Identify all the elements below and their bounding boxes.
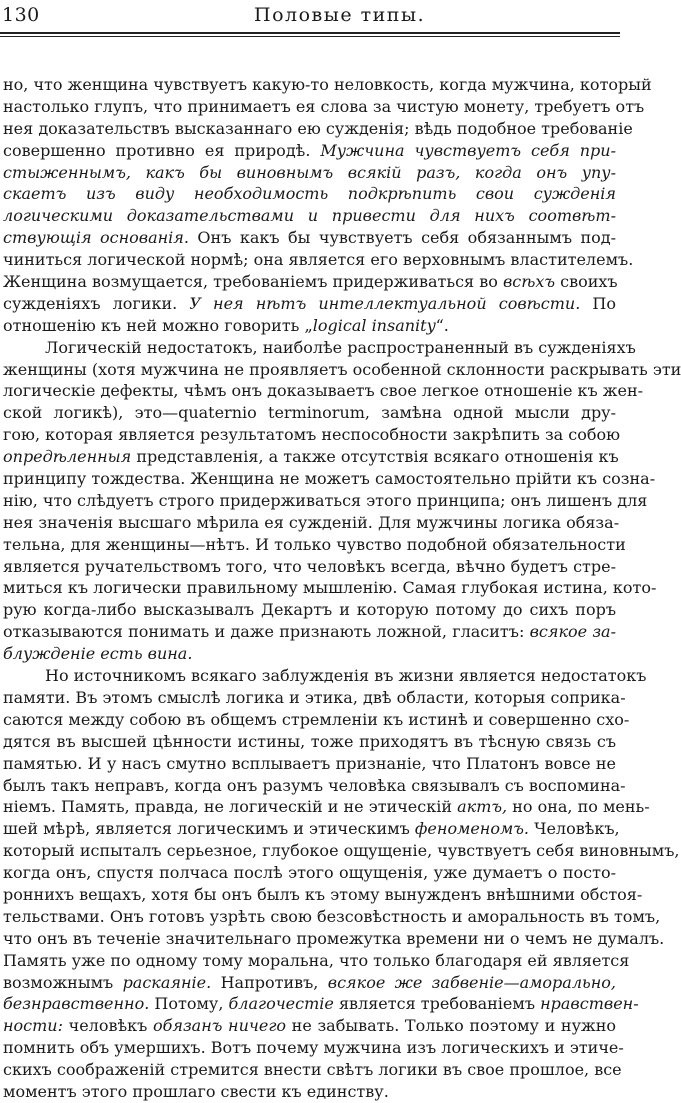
text-line (3, 862, 616, 884)
text-segment: “. (435, 315, 449, 335)
text-segment: но она, по мень- (507, 797, 650, 817)
text-line (3, 490, 648, 512)
text-segment: ской логикѣ), это—quaternio terminorum, замѣна одной мысли дру- (3, 403, 616, 423)
text-segment: является ручательствомъ того, что человѣкъ всегда, вѣчно будетъ стре- (3, 556, 616, 576)
text-segment: тельна, для женщины—нѣтъ. И только чувство подобной обязательности (3, 534, 626, 554)
text-segment: саются между собою въ общемъ стремленіи къ истинѣ и совершенно схо- (3, 709, 630, 729)
italic-text: всякое же забвеніе—аморально, (327, 972, 616, 992)
text-segment: Онъ какъ бы чувствуетъ себя обязаннымъ под- (188, 228, 617, 248)
text-segment: но, что женщина чувствуетъ какую-то неловкость, когда мужчина, который (3, 75, 652, 94)
text-segment: тельствами. Онъ готовъ узрѣть свою безсовѣстность и аморальность въ томъ, (3, 906, 661, 926)
text-line (3, 753, 616, 775)
text-segment: моментъ этого прошлаго свести къ единству. (3, 1081, 389, 1101)
text-line (3, 118, 633, 140)
italic-text: благочестіе (228, 994, 334, 1014)
italic-text: всякое за- (529, 622, 617, 642)
italic-text: скаетъ изъ виду необходимость подкрѣпить свои сужденія (3, 184, 616, 204)
text-segment: Логическій недостатокъ, наиболѣе распространенный въ сужденіяхъ (45, 337, 636, 357)
text-line (3, 556, 616, 578)
text-line (3, 840, 680, 862)
text-line (3, 140, 616, 162)
text-line (3, 928, 665, 950)
text-segment: былъ такъ неправъ, когда онъ разумъ человѣка связывалъ съ воспомина- (3, 775, 626, 795)
text-line (3, 402, 616, 424)
text-line (3, 468, 656, 490)
text-segment: который испыталъ серьезное, глубокое ощущеніе, чувствуетъ себя виновнымъ, (3, 841, 680, 861)
text-segment: отношенію къ ней можно говорить „ (3, 315, 313, 335)
italic-text: всѣхъ (502, 272, 556, 292)
text-line (3, 884, 643, 906)
text-segment: Но источникомъ всякаго заблужденія въ жизни является недостатокъ (45, 666, 647, 686)
text-line (3, 796, 650, 818)
italic-text: ности: (3, 1016, 63, 1036)
text-segment: памятью. И у насъ смутно всплываетъ признаніе, что Платонъ вовсе не (3, 753, 616, 773)
text-line (3, 74, 652, 96)
text-line (3, 972, 616, 994)
text-segment: сужденіяхъ логики. (3, 293, 190, 313)
header-rule-thick (0, 32, 620, 34)
italic-text: раскаяніе. (122, 972, 212, 992)
text-line (3, 687, 626, 709)
text-segment: совершенно противно ея природѣ. (3, 140, 321, 160)
text-segment: миться къ логически правильному мышленію. Самая глубокая истина, кото- (3, 578, 657, 598)
text-segment: своихъ (555, 272, 618, 292)
text-line (3, 293, 616, 315)
page-number: 130 (2, 4, 40, 26)
text-segment: чиниться логической нормѣ; она является его верховнымъ властителемъ. (3, 250, 634, 270)
text-segment: женщины (хотя мужчина не проявляетъ особенной склонности раскрывать эти (3, 359, 681, 379)
text-line (3, 96, 645, 118)
text-line (3, 315, 616, 337)
text-line (3, 643, 616, 665)
page-header (0, 0, 620, 40)
text-line (3, 1015, 616, 1037)
text-segment: Напротивъ, (211, 972, 328, 992)
text-line (3, 731, 616, 753)
italic-text: обязанъ ничего (152, 1016, 287, 1036)
header-rule-thin (0, 36, 620, 37)
text-segment: нію, что слѣдуетъ строго придерживаться этого принципа; онъ лишенъ для (3, 490, 648, 510)
text-line (3, 380, 644, 402)
italic-text: безнравственно. (3, 994, 150, 1014)
text-segment: возможнымъ (3, 972, 123, 992)
text-line (3, 162, 616, 184)
text-line (3, 1037, 624, 1059)
italic-text: блужденіе есть вина. (3, 644, 193, 664)
text-line (3, 709, 630, 731)
text-segment: не забывать. Только поэтому и нужно (286, 1016, 616, 1036)
text-line (3, 665, 647, 687)
text-line (3, 512, 620, 534)
text-line (3, 818, 620, 840)
text-segment: гою, которая является результатомъ неспособности закрѣпить за собою (3, 425, 621, 445)
text-segment: нея значенія высшаго мѣрила ея сужденій. Для мужчины логика обяза- (3, 512, 620, 532)
text-line (3, 446, 619, 468)
text-segment: рую когда-либо высказывалъ Декартъ и которую потому до сихъ поръ (3, 600, 616, 620)
text-segment: является требованіемъ (333, 994, 541, 1014)
italic-text: Мужчина чувствуетъ себя при- (320, 140, 616, 160)
text-line (3, 337, 636, 359)
italic-text: актъ, (457, 797, 508, 817)
text-line (3, 775, 626, 797)
text-line (3, 621, 616, 643)
text-segment: принципу тождества. Женщина не можетъ самостоятельно прійти къ созна- (3, 469, 656, 489)
text-segment: настолько глупъ, что принимаетъ ея слова за чистую монету, требуетъ отъ (3, 96, 645, 116)
text-line (3, 271, 616, 293)
text-segment: скихъ соображеній стремится внести свѣтъ логики въ свое прошлое, все (3, 1060, 622, 1080)
text-line (3, 359, 681, 381)
italic-text: логическими доказательствами и привести для нихъ соотвѣт- (3, 206, 616, 226)
text-line (3, 534, 626, 556)
text-segment: помнить объ умершихъ. Вотъ почему мужчина изъ логическихъ и этиче- (3, 1038, 624, 1058)
body-text (3, 74, 681, 1103)
text-line (3, 1059, 622, 1081)
text-segment: представленія, а также отсутствія всякаго отношенія къ (131, 447, 619, 467)
running-title: Половые типы. (254, 4, 426, 26)
text-line (3, 599, 616, 621)
text-line (3, 249, 634, 271)
text-segment: отказываются понимать и даже признають ложной, гласитъ: (3, 622, 530, 642)
text-segment: нея доказательствъ высказаннаго ею сужденія; вѣдь подобное требованіе (3, 118, 633, 138)
text-line (3, 1081, 616, 1103)
text-segment: что онъ въ теченіе значительнаго промежутка времени ни о чемъ не думалъ. (3, 928, 665, 948)
text-segment: логическіе дефекты, чѣмъ онъ доказываетъ свое легкое отношеніе къ жен- (3, 381, 644, 401)
text-segment: дятся въ высшей цѣнности истины, тоже приходятъ въ тѣсную связь съ (3, 731, 616, 751)
text-line (3, 906, 661, 928)
italic-text: опредѣленныя (3, 447, 132, 467)
text-line (3, 577, 657, 599)
italic-text: У нея нѣтъ интеллектуальной совѣсти. (189, 293, 581, 313)
text-line (3, 183, 616, 205)
italic-text: феноменомъ. (414, 819, 529, 839)
text-line (3, 950, 630, 972)
text-segment: человѣкъ (63, 1016, 153, 1036)
text-segment: памяти. Въ этомъ смыслѣ логика и этика, двѣ области, которыя соприка- (3, 687, 626, 707)
text-segment: По (580, 293, 617, 313)
text-segment: Потому, (149, 994, 229, 1014)
text-segment: Человѣкъ, (529, 819, 620, 839)
text-segment: ніемъ. Память, правда, не логическій и не этическій (3, 797, 458, 817)
text-line (3, 205, 616, 227)
text-segment: роннихъ вещахъ, хотя бы онъ былъ къ этому вынужденъ внѣшними обстоя- (3, 884, 643, 904)
italic-text: ствующія основанія. (3, 228, 189, 248)
text-line (3, 424, 621, 446)
text-line (3, 227, 616, 249)
italic-text: стыженнымъ, какъ бы виновнымъ всякій разъ, когда онъ упу- (3, 162, 616, 182)
text-line (3, 993, 639, 1015)
text-segment: шей мѣрѣ, является логическимъ и этическимъ (3, 819, 415, 839)
italic-text: нравствен- (540, 994, 639, 1014)
text-segment: когда онъ, спустя полчаса послѣ этого ощущенія, уже думаетъ о посто- (3, 863, 616, 883)
text-segment: Женщина возмущается, требованіемъ придерживаться во (3, 272, 503, 292)
italic-text: logical insanity (312, 315, 436, 335)
text-segment: Память уже по одному тому моральна, что только благодаря ей является (3, 950, 630, 970)
